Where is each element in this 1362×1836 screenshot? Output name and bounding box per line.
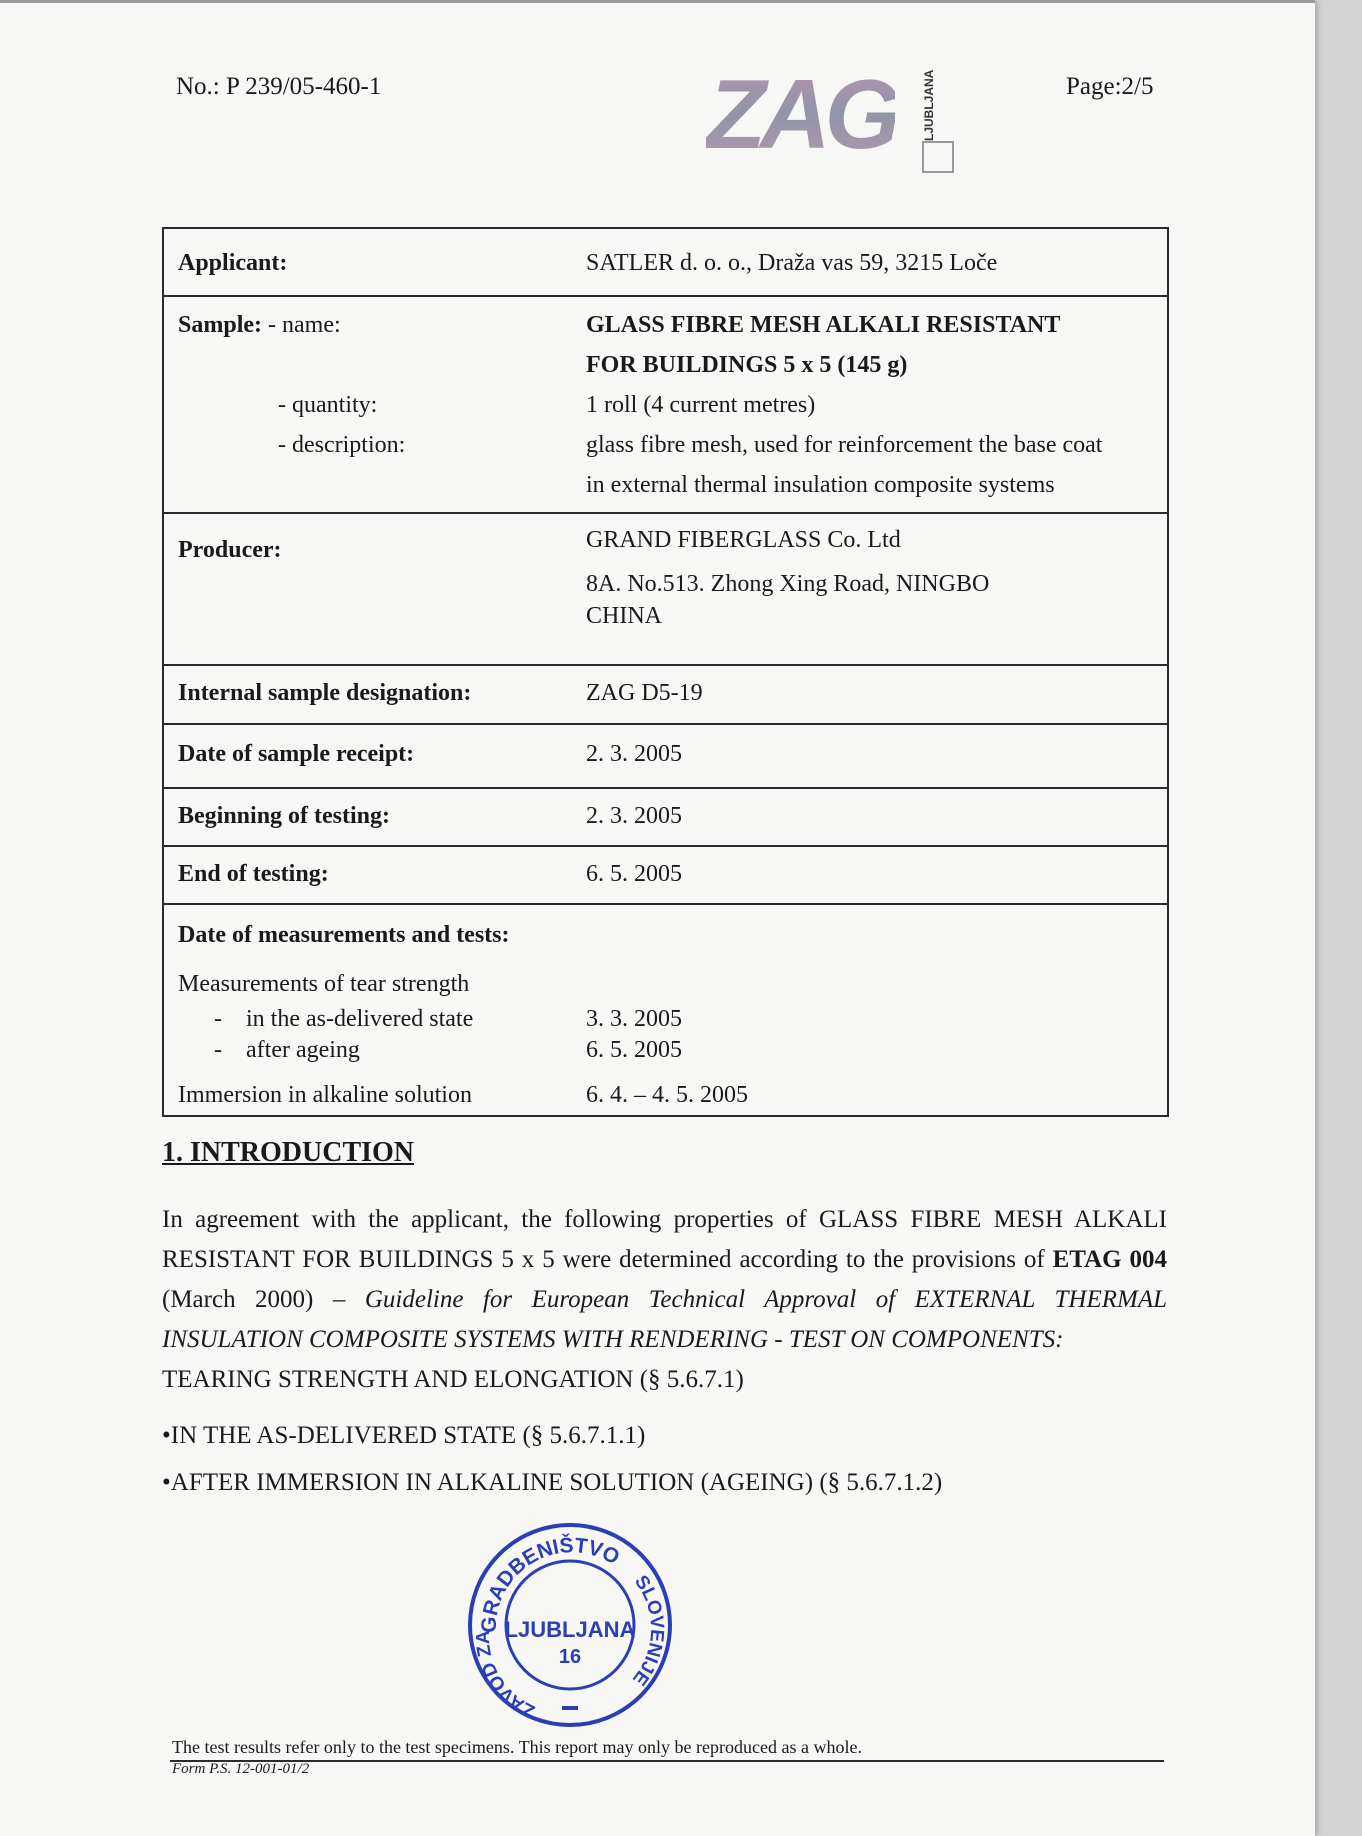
logo-city: LJUBLJANA [922,69,936,141]
logo-text: ZAG [706,59,895,169]
applicant-value: SATLER d. o. o., Draža vas 59, 3215 Loče [586,250,998,276]
delivered-label: in the as-delivered state [246,1006,474,1032]
quantity-label: - quantity: [278,392,378,418]
end-label: End of testing: [178,861,329,887]
stamp-arc-top: GRADBENIŠTVO [477,1533,624,1634]
footer-divider [170,1760,1164,1762]
producer-line3: CHINA [586,603,662,629]
bullet-text: AFTER IMMERSION IN ALKALINE SOLUTION (AGEING) (§ 5.6.7.1.2) [170,1469,943,1496]
stamp-arc-right: SLOVENIJE [628,1571,668,1690]
table-row [163,788,1168,846]
logo-square [922,141,954,173]
official-stamp [466,1521,674,1729]
table-row [163,228,1168,296]
stamp-city: LJUBLJANA [504,1617,636,1642]
bullet-dot: • [162,1422,171,1449]
applicant-label: Applicant: [178,250,288,276]
sample-info-table [162,227,1169,1117]
sample-name-label: - name: [262,312,341,338]
internal-designation-label: Internal sample designation: [178,680,472,706]
table-row [163,665,1168,724]
dash-1: - [214,1006,222,1032]
beginning-label: Beginning of testing: [178,803,391,829]
bullet-item-ageing [162,1469,942,1497]
receipt-label: Date of sample receipt: [178,741,415,767]
top-edge [0,0,1315,3]
intro-guideline: Guideline for European Technical Approval of EXTERNAL THERMAL INSULATION COMPOSITE SYSTEMS WITH RENDERING - TEST ON COMPONENTS: [162,1286,1167,1353]
beginning-value: 2. 3. 2005 [586,803,682,829]
receipt-value: 2. 3. 2005 [586,741,682,767]
immersion-value: 6. 4. – 4. 5. 2005 [586,1082,748,1108]
report-number: No.: P 239/05-460-1 [176,73,382,100]
introduction-paragraph [162,1200,1167,1400]
description-line2: in external thermal insulation composite systems [586,472,1055,498]
sample-label: Sample: [178,312,262,338]
measurements-label: Date of measurements and tests: [178,922,510,948]
table-row [163,724,1168,788]
ageing-label: after ageing [246,1037,360,1063]
producer-label: Producer: [178,537,282,563]
table-row [163,296,1168,513]
zag-logo [706,59,960,175]
introduction-heading: 1. INTRODUCTION [162,1137,415,1168]
quantity-value: 1 roll (4 current metres) [586,392,816,418]
table-row [163,846,1168,904]
sample-name-line1: GLASS FIBRE MESH ALKALI RESISTANT [586,312,1061,338]
producer-line2: 8A. No.513. Zhong Xing Road, NINGBO [586,571,990,597]
producer-line1: GRAND FIBERGLASS Co. Ltd [586,527,901,553]
immersion-label: Immersion in alkaline solution [178,1082,472,1108]
intro-etag: ETAG 004 [1052,1246,1167,1273]
description-label: - description: [278,432,406,458]
bullet-text: IN THE AS-DELIVERED STATE (§ 5.6.7.1.1) [170,1422,646,1449]
bullet-item-delivered [162,1422,645,1450]
sample-name-line2: FOR BUILDINGS 5 x 5 (145 g) [586,352,908,378]
stamp-arc-left: ZAVOD ZA [472,1630,539,1722]
internal-designation-value: ZAG D5-19 [586,680,703,706]
footer-note: The test results refer only to the test specimens. This report may only be reproduced as a whole. [172,1737,862,1757]
table-row [163,513,1168,665]
table-row [163,904,1168,1116]
delivered-value: 3. 3. 2005 [586,1006,682,1032]
tear-label: Measurements of tear strength [178,971,470,997]
description-line1: glass fibre mesh, used for reinforcement the base coat [586,432,1103,458]
ageing-value: 6. 5. 2005 [586,1037,682,1063]
bullet-dot: • [162,1469,171,1496]
stamp-number: 16 [558,1646,582,1668]
dash-2: - [214,1037,222,1063]
footer-form-code: Form P.S. 12-001-01/2 [172,1761,310,1777]
intro-text-2: (March 2000) – [162,1286,365,1313]
end-value: 6. 5. 2005 [586,861,682,887]
intro-text-1: In agreement with the applicant, the following properties of GLASS FIBRE MESH ALKALI RESISTANT FOR BUILDINGS 5 x 5 were determined according to the provisions of [162,1206,1167,1273]
intro-tearing-line: TEARING STRENGTH AND ELONGATION (§ 5.6.7.1) [162,1366,744,1393]
page-number: Page:2/5 [1066,73,1154,100]
